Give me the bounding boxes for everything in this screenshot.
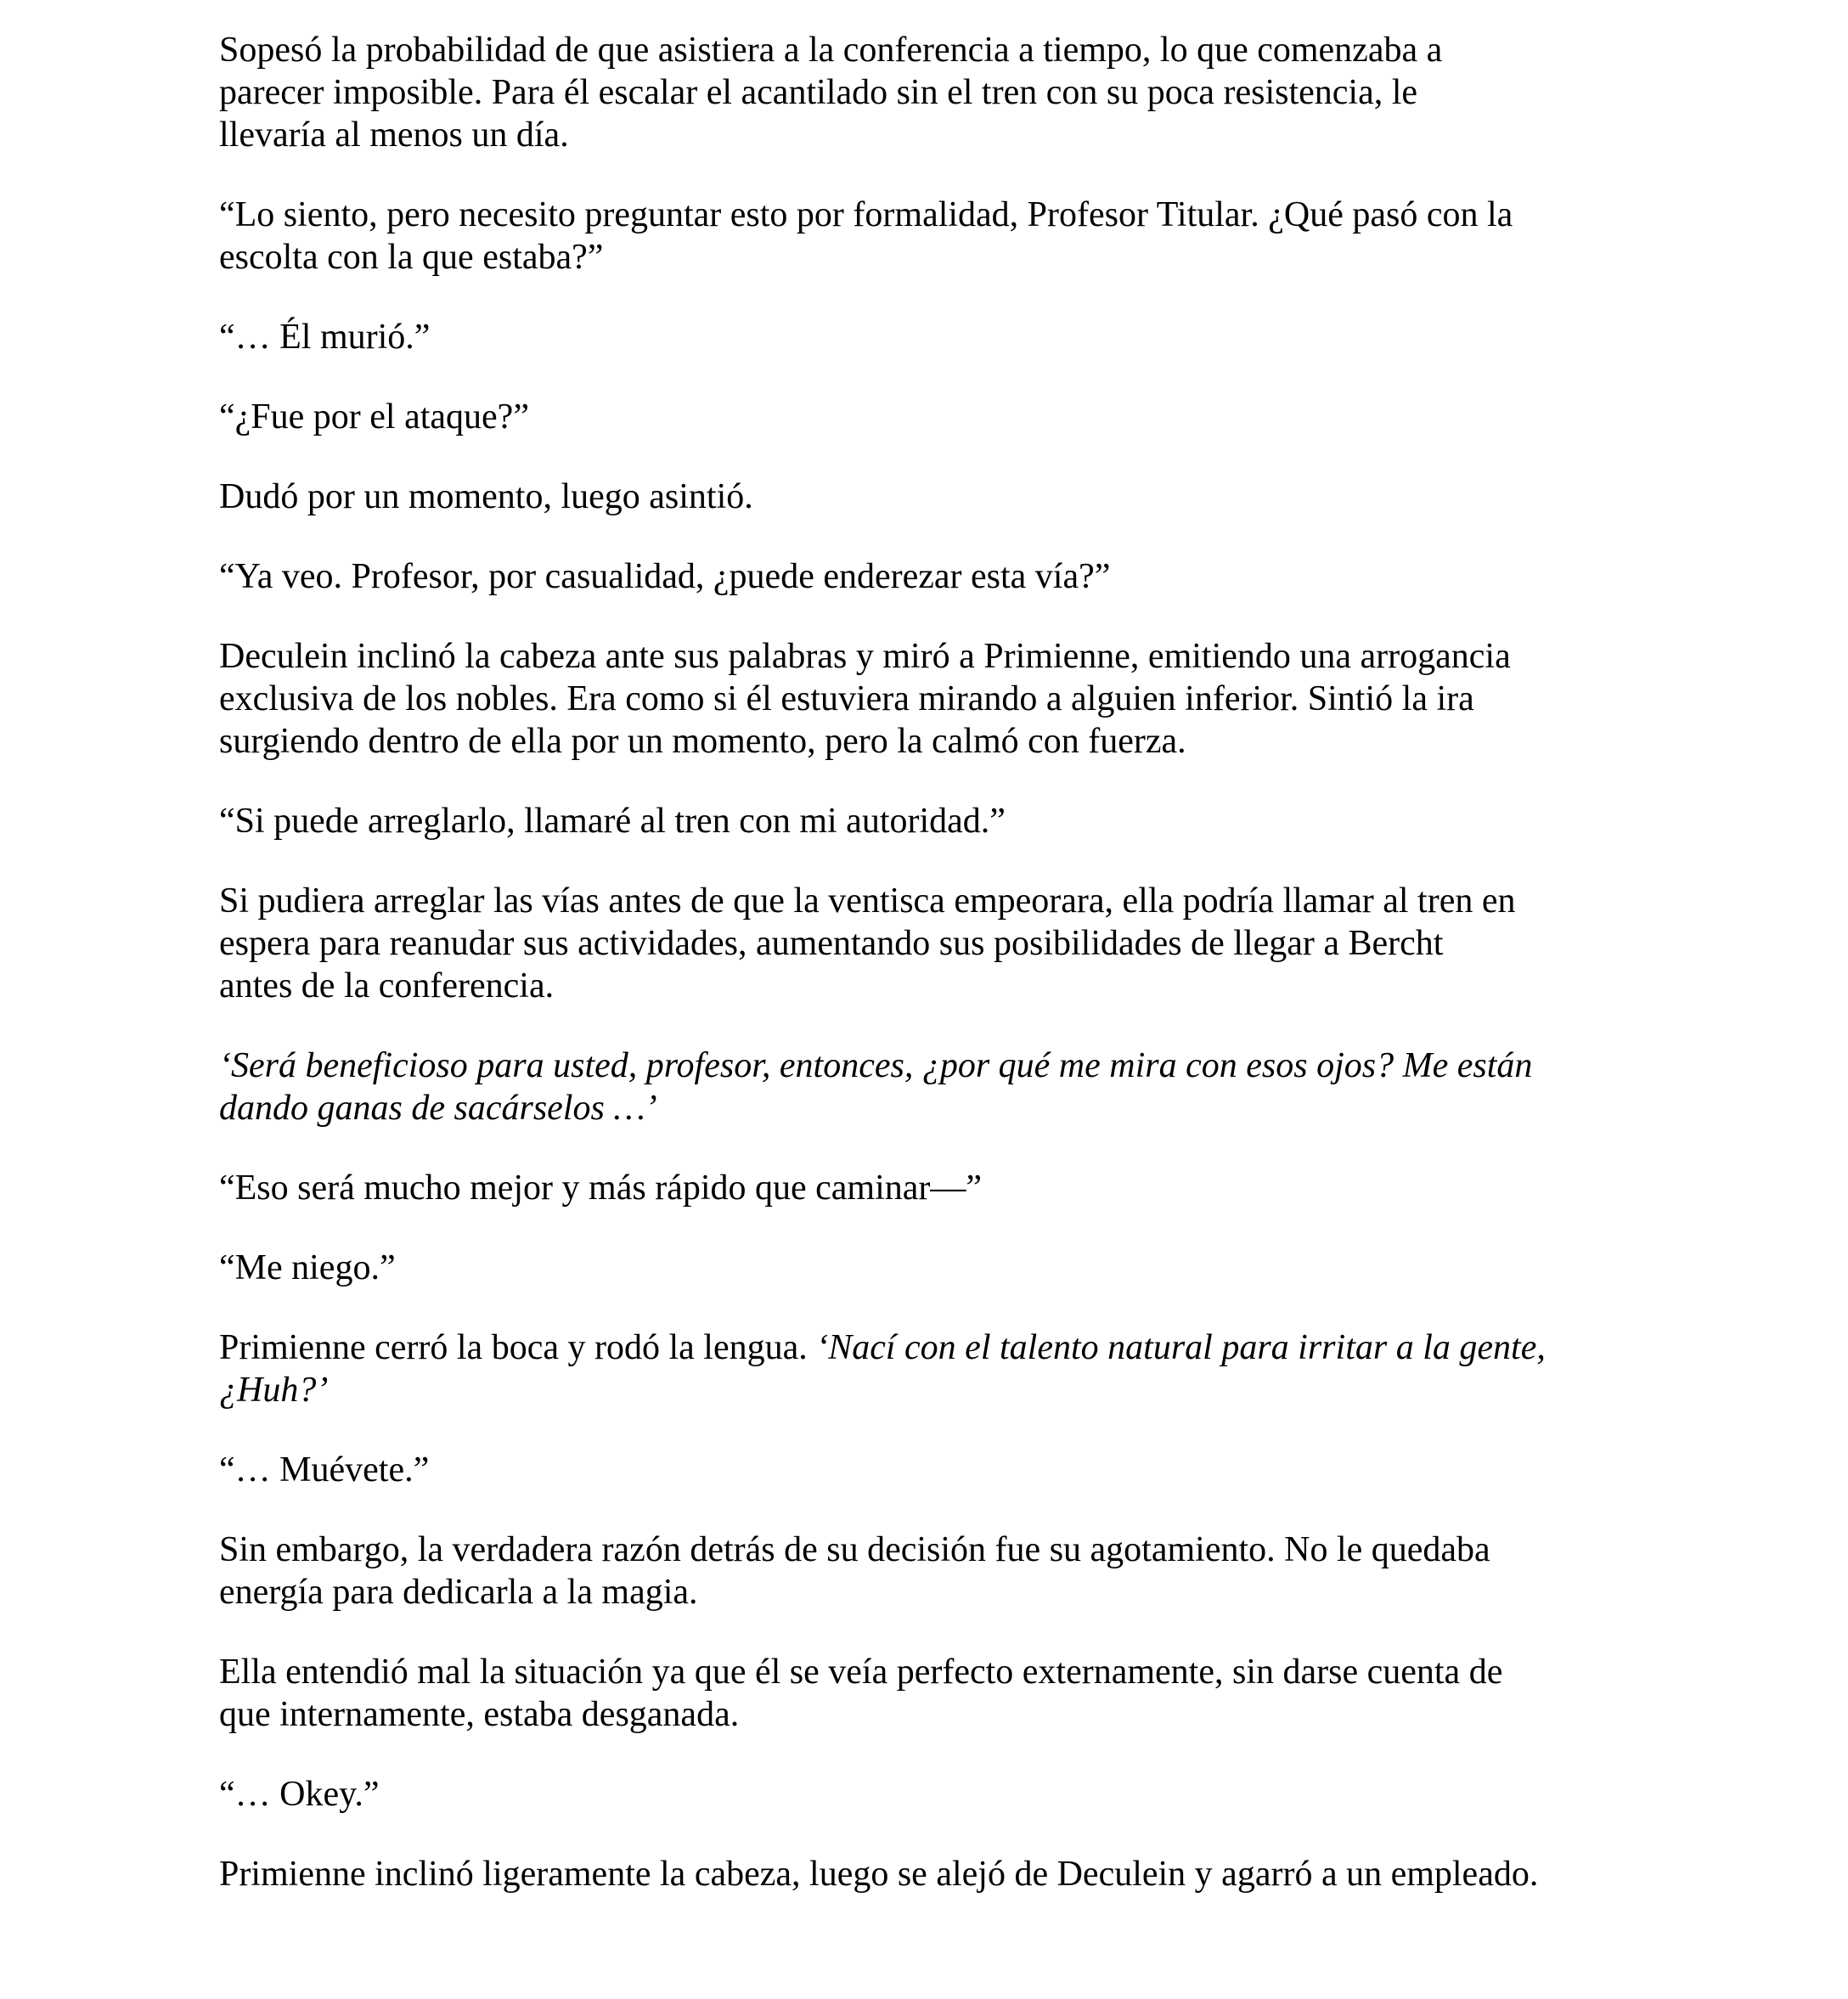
text-line: antes de la conferencia. xyxy=(219,966,555,1005)
text-line: Deculein inclinó la cabeza ante sus palabras y miró a Primienne, emitiendo una arrogancia xyxy=(219,637,1511,676)
text-line: Sin embargo, la verdadera razón detrás de su decisión fue su agotamiento. No le quedaba xyxy=(219,1530,1490,1569)
text-line: Si pudiera arreglar las vías antes de que la ventisca empeorara, ella podría llamar al tren en xyxy=(219,881,1516,921)
text-run-italic: ‘Nací con el talento natural para irritar a la gente, xyxy=(816,1328,1546,1367)
text-line: energía para dedicarla a la magia. xyxy=(219,1573,698,1612)
text-line: surgiendo dentro de ella por un momento, pero la calmó con fuerza. xyxy=(219,722,1186,761)
text-line: que internamente, estaba desganada. xyxy=(219,1695,740,1734)
text-line: “… Él murió.” xyxy=(219,318,431,357)
paragraph xyxy=(219,29,1632,156)
paragraph xyxy=(219,635,1632,763)
paragraph xyxy=(219,1651,1632,1736)
text-line xyxy=(219,1369,1632,1411)
paragraph xyxy=(219,1853,1632,1895)
text-line: “… Muévete.” xyxy=(219,1450,430,1489)
text-line: “Me niego.” xyxy=(219,1248,396,1287)
text-run-italic: ¿Huh?’ xyxy=(219,1371,329,1410)
paragraph xyxy=(219,396,1632,438)
paragraph-italic-thought xyxy=(219,1045,1632,1129)
text-line: ‘Será beneficioso para usted, profesor, entonces, ¿por qué me mira con esos ojos? Me están xyxy=(219,1046,1533,1085)
paragraph xyxy=(219,316,1632,358)
paragraph xyxy=(219,1247,1632,1289)
paragraph xyxy=(219,476,1632,518)
text-line xyxy=(219,1326,1632,1369)
text-line: “Lo siento, pero necesito preguntar esto por formalidad, Profesor Titular. ¿Qué pasó con la xyxy=(219,195,1513,234)
paragraph xyxy=(219,194,1632,279)
paragraph xyxy=(219,555,1632,598)
paragraph xyxy=(219,1449,1632,1491)
text-line: Sopesó la probabilidad de que asistiera a la conferencia a tiempo, lo que comenzaba a xyxy=(219,31,1443,70)
paragraph xyxy=(219,880,1632,1007)
text-line: escolta con la que estaba?” xyxy=(219,238,604,277)
text-line: “¿Fue por el ataque?” xyxy=(219,397,529,436)
text-line: exclusiva de los nobles. Era como si él estuviera mirando a alguien inferior. Sintió la ira xyxy=(219,679,1474,718)
paragraph xyxy=(219,1167,1632,1209)
text-line: llevaría al menos un día. xyxy=(219,115,569,155)
paragraph xyxy=(219,1773,1632,1816)
text-line: Dudó por un momento, luego asintió. xyxy=(219,477,753,516)
paragraph xyxy=(219,1529,1632,1613)
text-line: dando ganas de sacárselos …’ xyxy=(219,1089,657,1128)
paragraph xyxy=(219,800,1632,842)
text-line: Ella entendió mal la situación ya que él se veía perfecto externamente, sin darse cuenta de xyxy=(219,1653,1503,1692)
paragraph-mixed xyxy=(219,1326,1632,1411)
text-line: “Si puede arreglarlo, llamaré al tren con mi autoridad.” xyxy=(219,802,1006,841)
text-run: Primienne cerró la boca y rodó la lengua. xyxy=(219,1328,817,1367)
text-line: “Eso será mucho mejor y más rápido que caminar—” xyxy=(219,1168,983,1208)
text-line: “Ya veo. Profesor, por casualidad, ¿puede enderezar esta vía?” xyxy=(219,557,1111,596)
text-line: espera para reanudar sus actividades, aumentando sus posibilidades de llegar a Bercht xyxy=(219,924,1444,963)
text-line: parecer imposible. Para él escalar el acantilado sin el tren con su poca resistencia, le xyxy=(219,73,1418,112)
text-line: Primienne inclinó ligeramente la cabeza, luego se alejó de Deculein y agarró a un empleado. xyxy=(219,1855,1539,1894)
text-line: “… Okey.” xyxy=(219,1775,380,1814)
